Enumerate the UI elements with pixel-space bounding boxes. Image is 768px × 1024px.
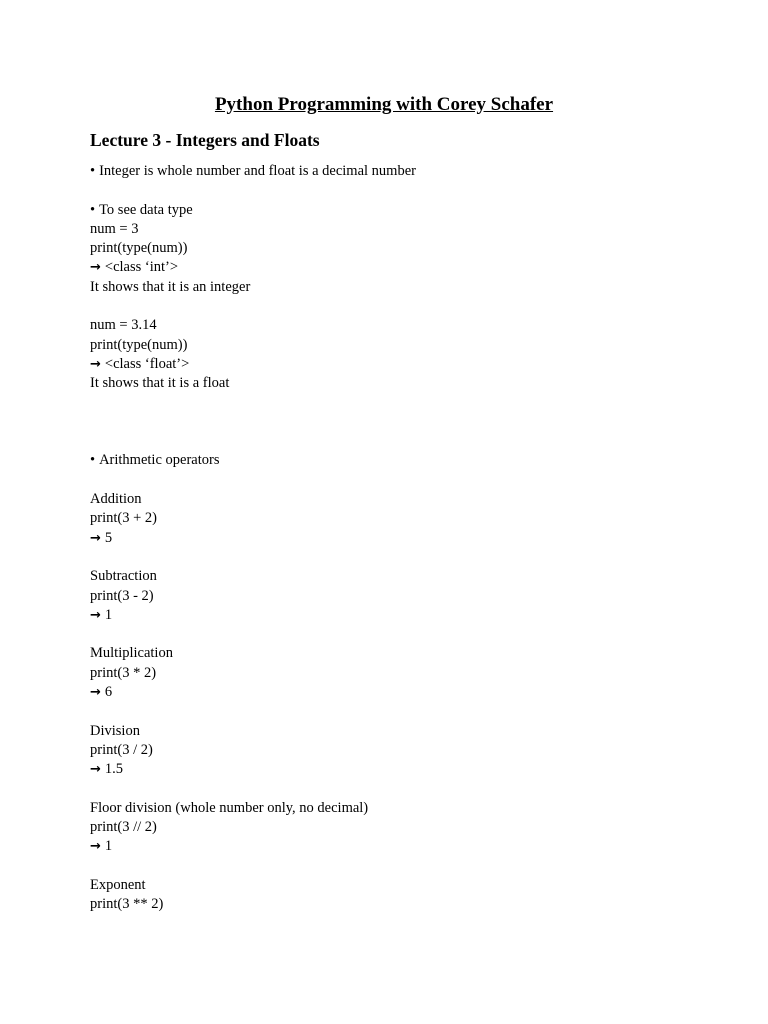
result-text: <class ‘int’> <box>104 259 179 276</box>
operator-label: Exponent <box>90 876 146 893</box>
operator-label: Division <box>90 722 140 739</box>
arrow-right-icon: → <box>90 356 101 372</box>
arrow-right-icon: → <box>90 607 101 623</box>
code-line: print(type(num)) <box>90 240 188 257</box>
code-line: print(3 + 2) <box>90 510 157 527</box>
bullet-icon: • <box>90 163 96 179</box>
code-line: print(type(num)) <box>90 336 188 353</box>
result-line <box>90 837 416 856</box>
result-line <box>90 760 416 779</box>
result-text: <class ‘float’> <box>104 355 190 372</box>
result-text: 1.5 <box>104 761 124 778</box>
arrow-right-icon: → <box>90 839 101 855</box>
code-line: print(3 // 2) <box>90 819 157 836</box>
operator-label: Addition <box>90 491 142 508</box>
result-line <box>90 683 416 702</box>
bullet-icon: • <box>90 201 96 218</box>
code-line: print(3 - 2) <box>90 587 154 604</box>
result-line <box>90 258 416 277</box>
operator-label: Multiplication <box>90 645 173 662</box>
result-text: 5 <box>104 529 113 546</box>
document-body <box>90 162 416 915</box>
bullet-icon: • <box>90 452 96 469</box>
arrow-right-icon: → <box>90 685 101 701</box>
arrow-right-icon: → <box>90 762 101 778</box>
bullet-text: Arithmetic operators <box>99 452 220 469</box>
code-line: print(3 ** 2) <box>90 896 164 913</box>
code-line: num = 3.14 <box>90 317 157 334</box>
document-title: Python Programming with Corey Schafer <box>214 94 554 115</box>
operator-label: Subtraction <box>90 568 157 585</box>
note-line: It shows that it is a float <box>90 375 230 392</box>
bullet-item-data-type <box>90 201 416 220</box>
bullet-text: Integer is whole number and float is a decimal number <box>99 163 416 179</box>
result-text: 1 <box>104 606 113 623</box>
bullet-item-intro <box>90 162 416 181</box>
operator-label: Floor division (whole number only, no decimal) <box>90 799 369 816</box>
bullet-item-arithmetic <box>90 451 416 470</box>
result-line <box>90 606 416 625</box>
code-line: print(3 / 2) <box>90 741 153 758</box>
result-line <box>90 529 416 548</box>
result-text: 1 <box>104 838 113 855</box>
arrow-right-icon: → <box>90 530 101 546</box>
bullet-text: To see data type <box>99 201 193 218</box>
result-text: 6 <box>104 684 113 701</box>
lecture-heading: Lecture 3 - Integers and Floats <box>90 130 320 150</box>
code-line: print(3 * 2) <box>90 664 157 681</box>
code-line: num = 3 <box>90 220 139 237</box>
note-line: It shows that it is an integer <box>90 278 251 295</box>
arrow-right-icon: → <box>90 260 101 276</box>
result-line <box>90 355 416 374</box>
